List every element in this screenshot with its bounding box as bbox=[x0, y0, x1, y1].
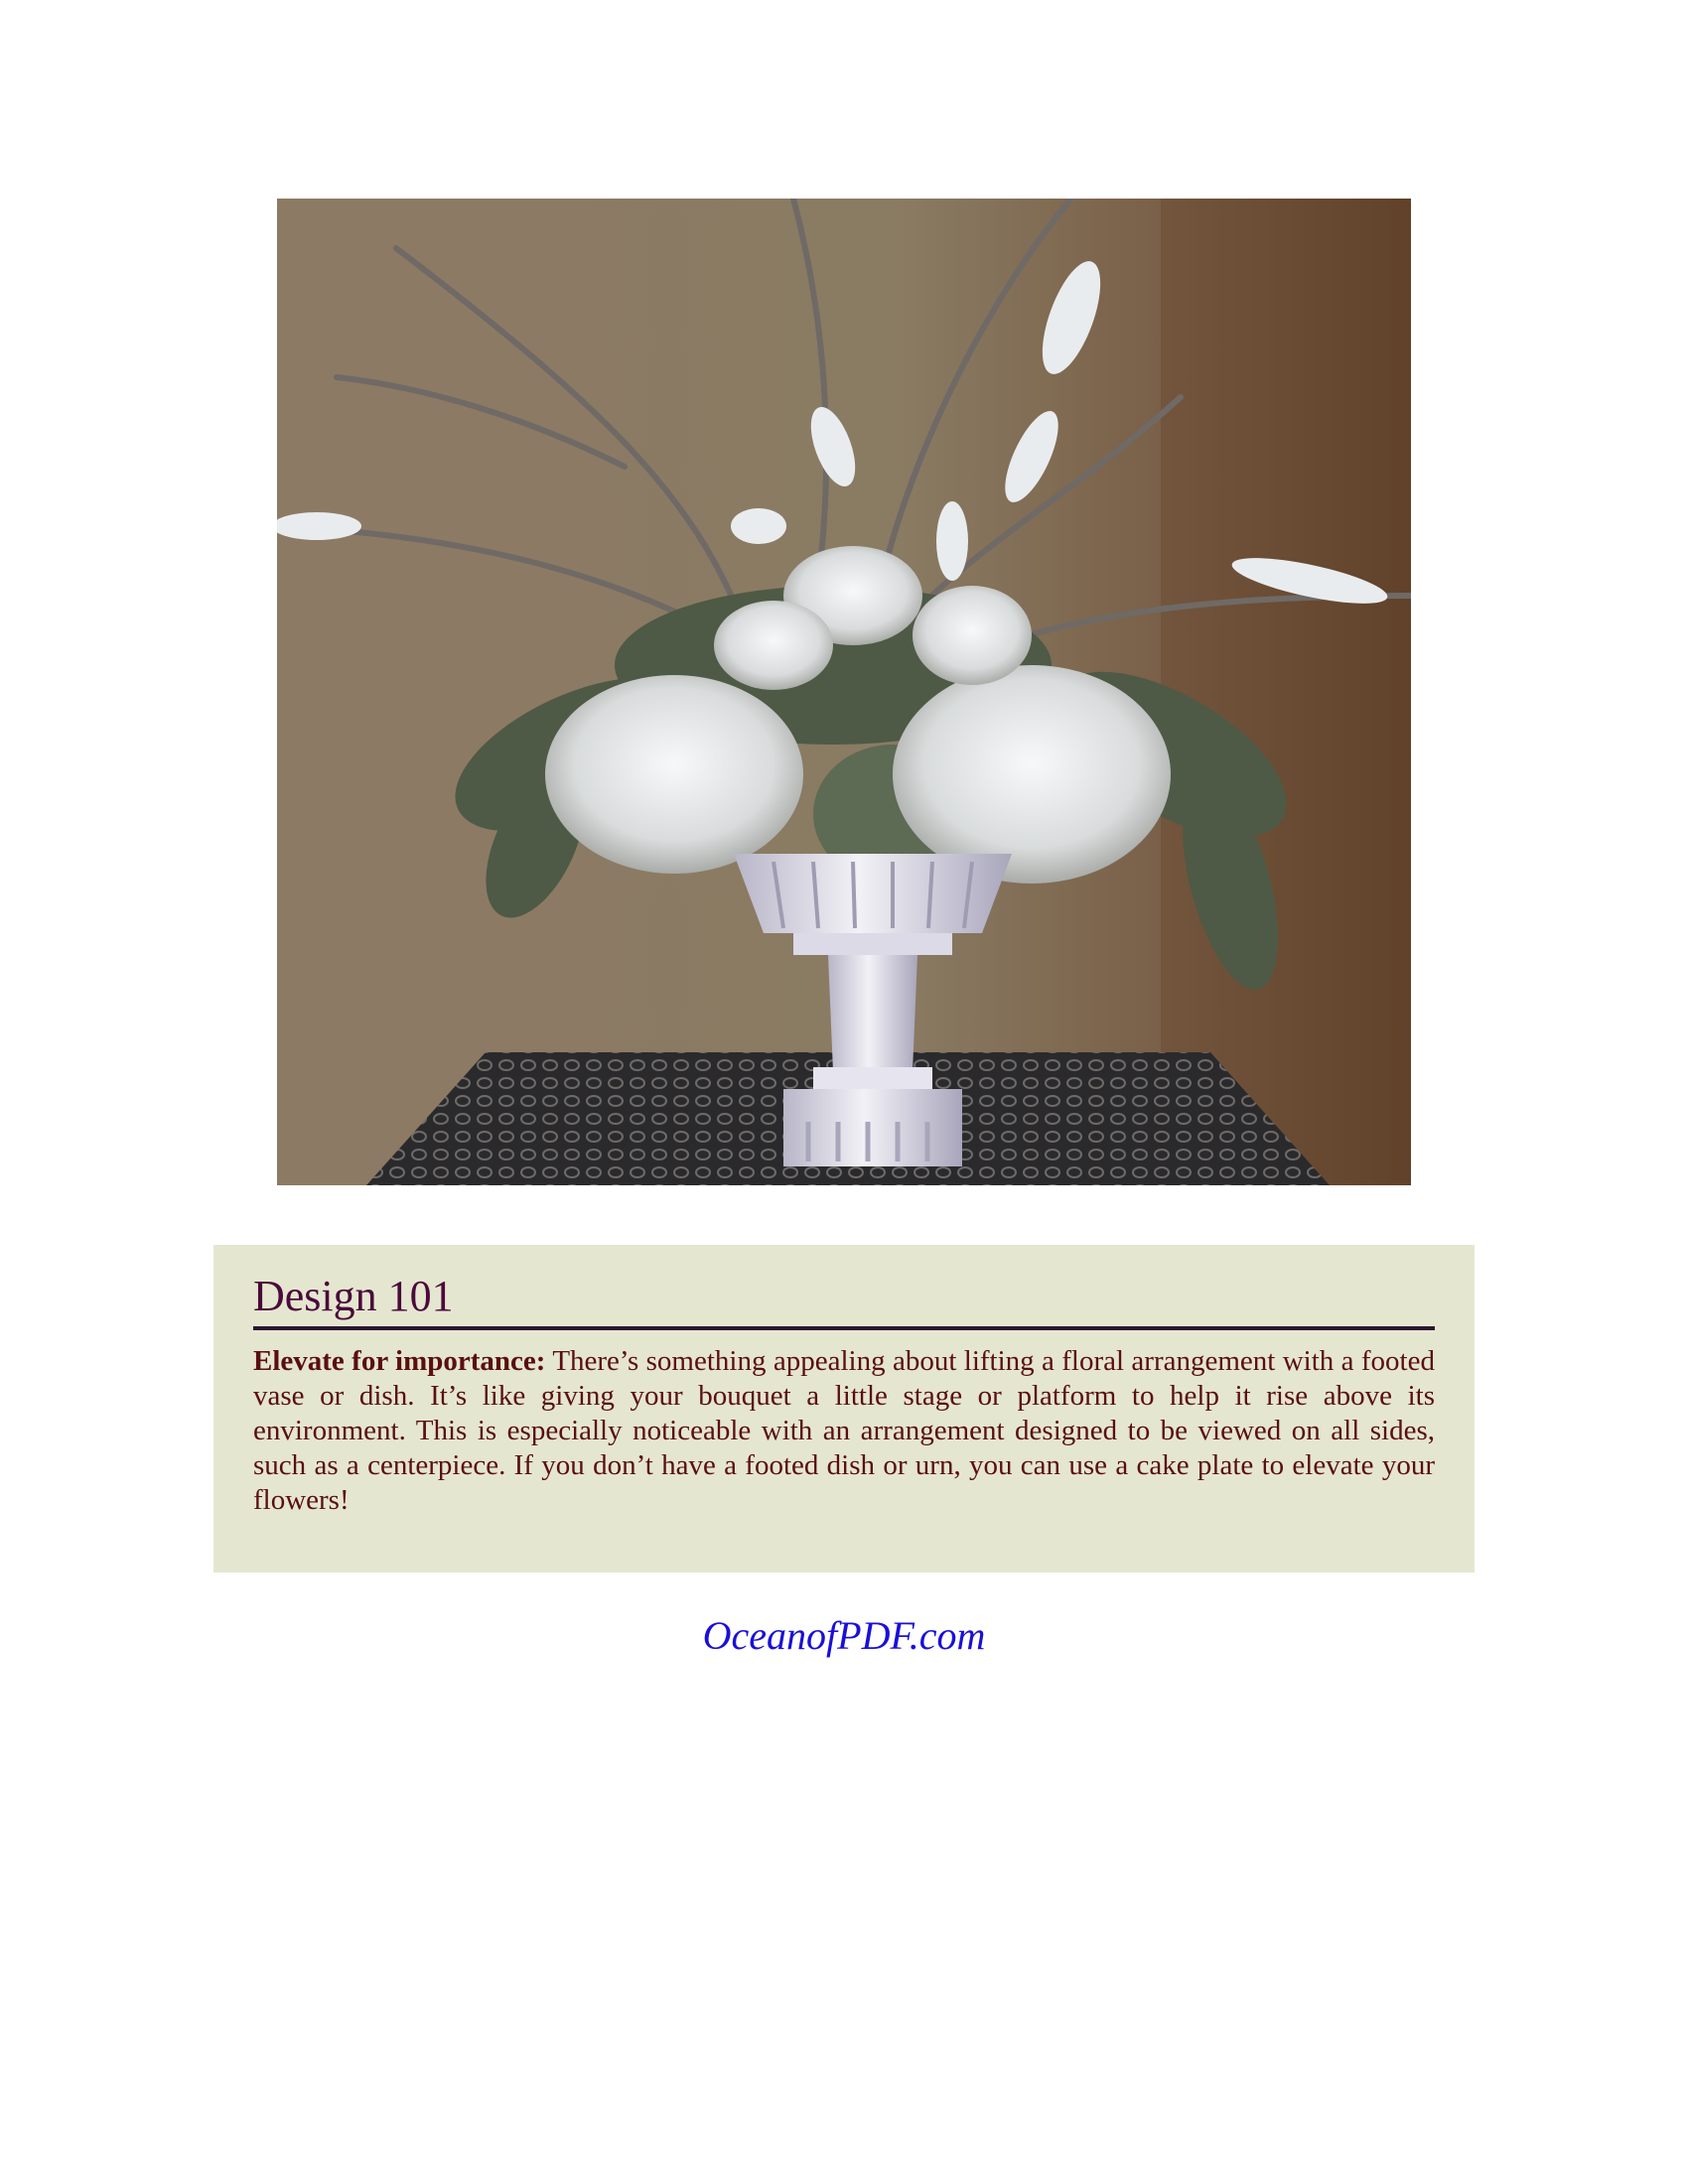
design-101-sidebar bbox=[213, 1245, 1475, 1572]
oceanofpdf-link[interactable]: OceanofPDF.com bbox=[702, 1613, 986, 1658]
sidebar-lead: Elevate for importance: bbox=[253, 1345, 546, 1377]
sidebar-body bbox=[253, 1344, 1435, 1518]
sidebar-body-text: There’s something appealing about lifting a floral arrangement with a footed vase or dish. It’s like giving your bouquet a little stage or platform to help it rise above its environment. This is especially noticeable with an arrangement designed to be viewed on all sides, such as a centerpiece. If you don’t have a footed dish or urn, you can use a cake plate to elevate your flowers! bbox=[253, 1345, 1435, 1516]
title-divider bbox=[253, 1326, 1435, 1330]
floral-arrangement-photo bbox=[277, 199, 1411, 1185]
sidebar-title: Design 101 bbox=[253, 1272, 454, 1320]
wall-corner-shadow bbox=[1161, 199, 1411, 1185]
